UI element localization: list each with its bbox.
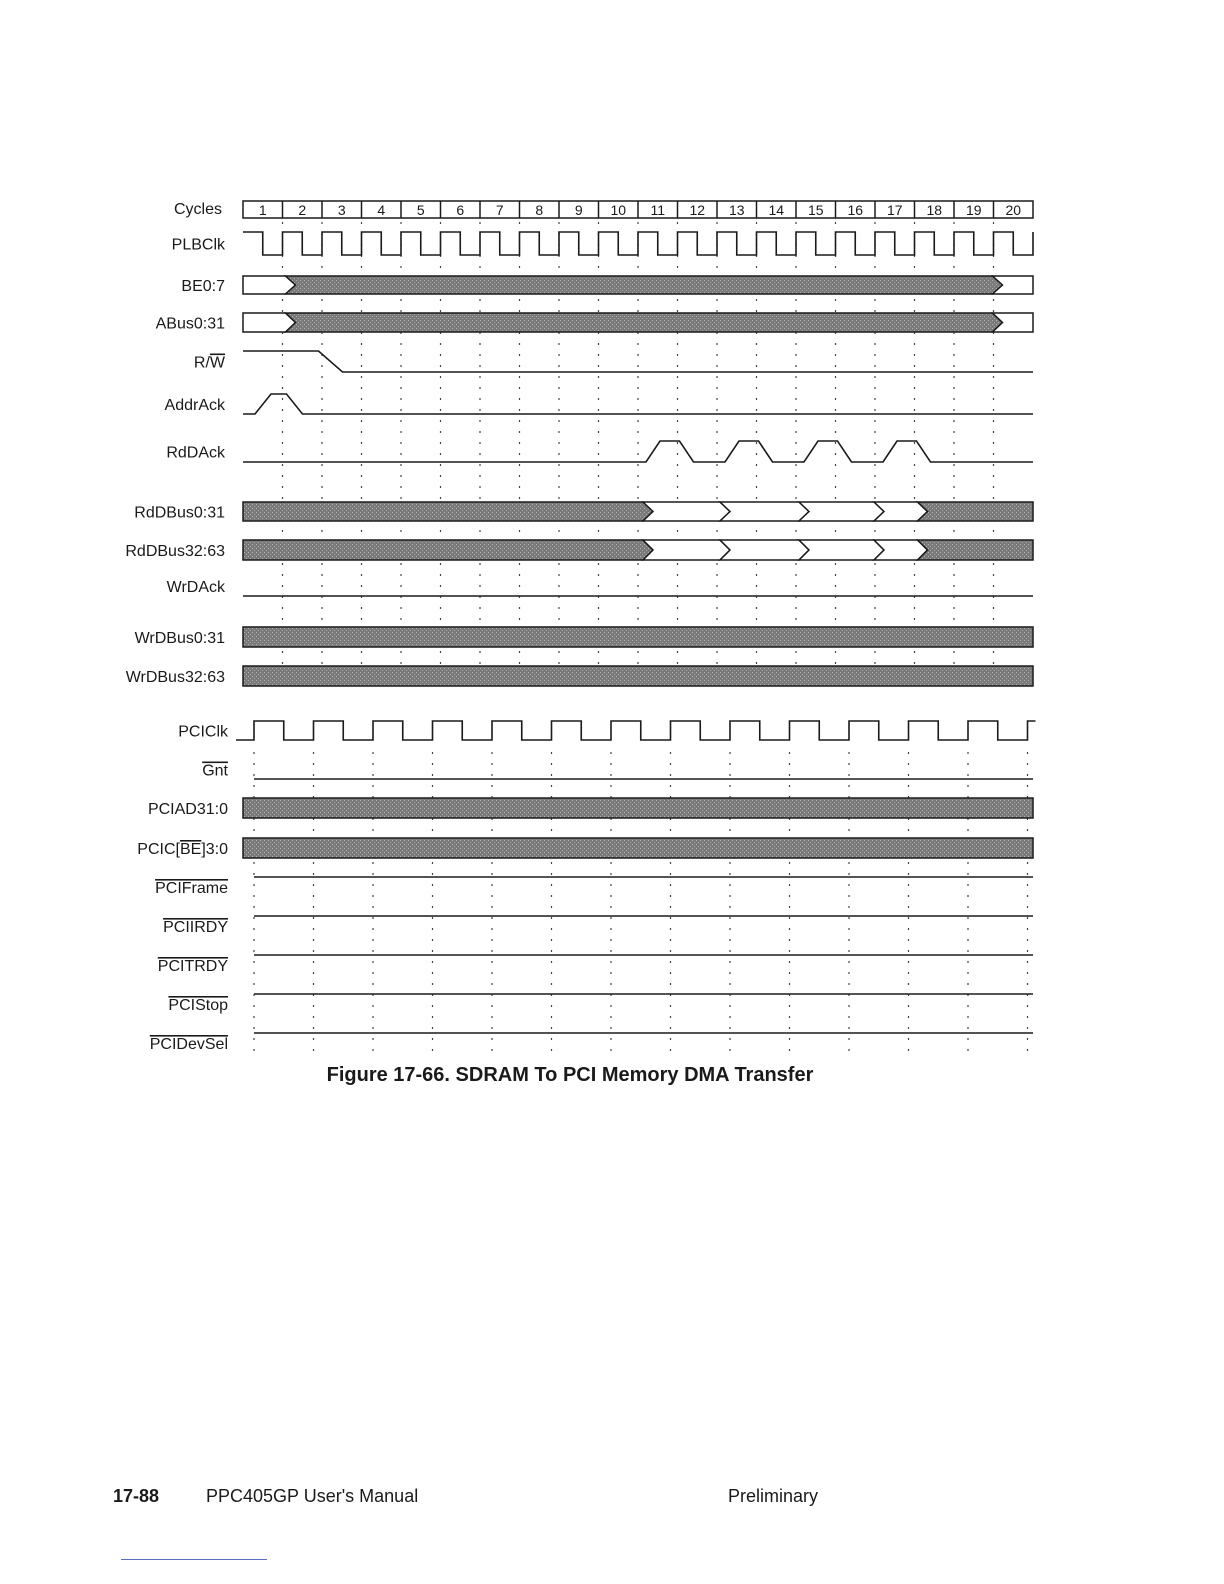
- rddack-wave: [243, 441, 1033, 462]
- pciad-bus: [243, 798, 1033, 818]
- cycle-number-label: 18: [926, 202, 943, 218]
- wrdbus32-bus: [243, 666, 1033, 686]
- cycle-number-label: 10: [610, 202, 627, 218]
- manual-title: PPC405GP User's Manual: [206, 1486, 419, 1506]
- plbclk-wave: [243, 232, 1033, 255]
- cycle-number-label: 11: [650, 202, 666, 218]
- rddbus32-data-segment: [799, 540, 884, 560]
- cycle-number-label: 7: [495, 202, 504, 218]
- rddbus32-label: RdDBus32:63: [125, 543, 225, 560]
- page-number: 17-88: [113, 1486, 160, 1506]
- cycle-number-label: 4: [377, 202, 386, 218]
- cycle-number-label: 3: [337, 202, 346, 218]
- abus-label: ABus0:31: [155, 315, 225, 333]
- rddbus0-data-segment: [643, 502, 730, 521]
- rddbus0-data-segment: [799, 502, 884, 521]
- rddbus32-data-segment: [643, 540, 730, 560]
- cycle-number-label: 6: [456, 202, 465, 218]
- cycle-number-label: 15: [807, 202, 824, 218]
- plbclk-label: PLBClk: [171, 236, 225, 254]
- rw-label: R/W: [193, 354, 225, 372]
- pciclk-label: PCIClk: [178, 723, 228, 741]
- pciframe-label: PCIFrame: [155, 880, 228, 897]
- wrdbus32-label: WrDBus32:63: [125, 669, 225, 686]
- cycle-number-label: 1: [258, 202, 267, 218]
- pcic-label: PCIC[BE]3:0: [137, 841, 228, 858]
- rddbus32-data-segment: [720, 540, 809, 560]
- figure-caption: Figure 17-66. SDRAM To PCI Memory DMA Transfer: [326, 1064, 814, 1086]
- be-label: BE0:7: [181, 278, 225, 295]
- cycle-number-label: 9: [574, 202, 583, 218]
- rddbus0-trailing-invalid: [918, 502, 1034, 521]
- rddbus0-invalid-segment: [243, 502, 653, 521]
- cycle-number-label: 19: [965, 202, 982, 218]
- cycle-number-label: 13: [728, 202, 745, 218]
- rddbus32-trailing-invalid: [918, 540, 1034, 560]
- rddack-label: RdDAck: [166, 444, 225, 462]
- addrack-label: AddrAck: [164, 397, 225, 414]
- footer-rule: [121, 1559, 267, 1560]
- cycle-number-label: 5: [416, 202, 425, 218]
- cycle-number-label: 8: [535, 202, 544, 218]
- cycle-number-label: 14: [768, 202, 785, 218]
- cycle-number-label: 12: [689, 202, 706, 218]
- cycle-number-label: 2: [298, 202, 307, 218]
- gnt-label: Gnt: [202, 762, 228, 780]
- pcistop-label: PCIStop: [168, 997, 228, 1014]
- cycle-number-label: 17: [886, 202, 903, 218]
- document-status: Preliminary: [728, 1486, 819, 1506]
- cycles-label: Cycles: [173, 201, 222, 218]
- rddbus0-data-segment: [720, 502, 809, 521]
- pciirdy-label: PCIIRDY: [163, 919, 228, 936]
- abus-invalid-segment: [286, 313, 1003, 332]
- pcidevsel-label: PCIDevSel: [149, 1036, 228, 1053]
- wrdack-label: WrDAck: [166, 579, 225, 596]
- pcic-bus: [243, 838, 1033, 858]
- pciad-label: PCIAD31:0: [147, 801, 228, 818]
- cycle-number-label: 16: [847, 202, 864, 218]
- wrdbus0-label: WrDBus0:31: [134, 630, 225, 647]
- be-invalid-segment: [286, 276, 1003, 294]
- pciclk-wave: [236, 721, 1036, 740]
- rddbus32-invalid-segment: [243, 540, 653, 560]
- cycle-number-label: 20: [1005, 202, 1022, 218]
- rddbus0-label: RdDBus0:31: [134, 504, 225, 522]
- pcitrdy-label: PCITRDY: [157, 958, 228, 975]
- wrdbus0-bus: [243, 627, 1033, 647]
